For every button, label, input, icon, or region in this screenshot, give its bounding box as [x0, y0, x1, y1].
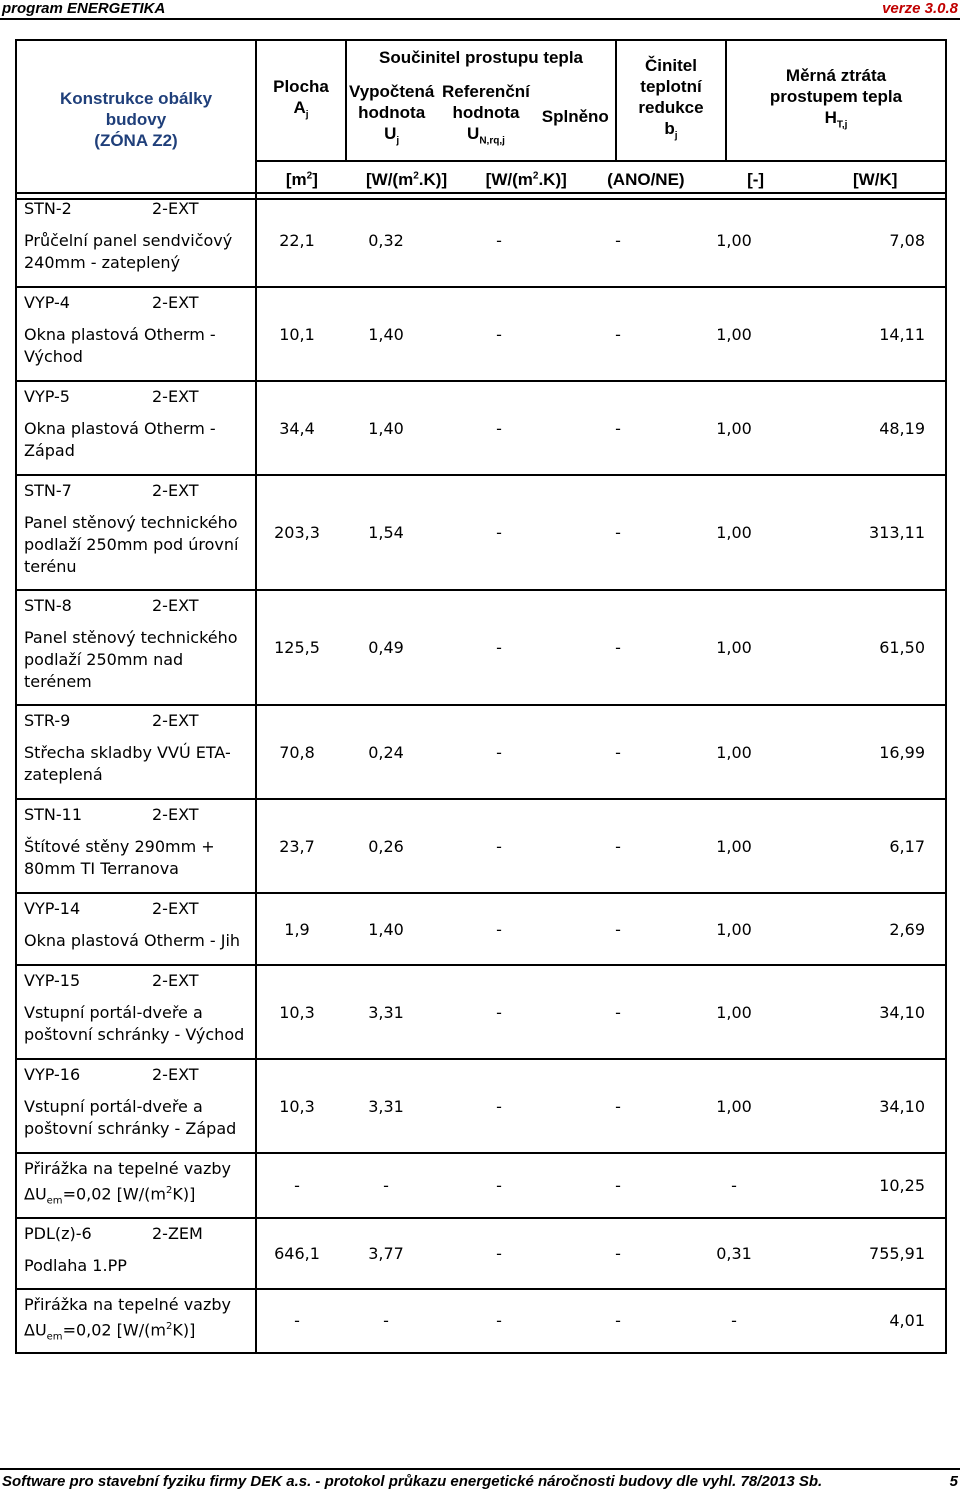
unit-wk: [W/K] — [853, 170, 898, 189]
value-u: 0,24 — [368, 742, 404, 762]
vypoctena-cell — [347, 81, 436, 151]
page-number: 5 — [949, 1473, 958, 1490]
construction-desc: Okna plastová Otherm - Západ — [24, 419, 216, 460]
value-splneno: - — [615, 523, 621, 542]
construction-label — [16, 590, 256, 705]
value-b: 1,00 — [716, 742, 752, 762]
value-u: - — [383, 1175, 389, 1195]
value-area: - — [294, 1175, 300, 1195]
construction-type: 2-EXT — [152, 199, 199, 218]
construction-desc: Okna plastová Otherm - Jih — [24, 931, 241, 950]
construction-type: 2-EXT — [152, 293, 199, 312]
value-b: - — [731, 1175, 737, 1195]
cinitel-symbol: $b_j$ — [664, 118, 678, 142]
value-b: 1,00 — [716, 230, 752, 250]
top-bar — [0, 0, 960, 20]
construction-code: STN-7 — [24, 481, 72, 500]
construction-code: VYP-4 — [24, 293, 70, 312]
construction-desc: Okna plastová Otherm - Východ — [24, 325, 216, 366]
construction-label — [16, 965, 256, 1059]
value-splneno: - — [615, 418, 621, 438]
construction-label — [16, 893, 256, 965]
construction-desc: Vstupní portál-dveře a poštovní schránky - Východ — [24, 1003, 245, 1044]
value-b: 1,00 — [716, 1002, 752, 1022]
value-h: 61,50 — [879, 638, 925, 657]
value-b: 1,00 — [716, 919, 752, 939]
unit-u-ref: $[W/(m^2.K)]$ — [485, 170, 567, 189]
merna-symbol: $H_{T,j}$ — [824, 108, 848, 131]
value-h: 755,91 — [869, 1243, 925, 1263]
value-h: 48,19 — [879, 418, 925, 438]
surcharge-line1: Přirážka na tepelné vazby — [24, 1159, 232, 1178]
construction-desc: Vstupní portál-dveře a poštovní schránky - Západ — [24, 1097, 237, 1138]
unit-ano-ne: (ANO/NE) — [607, 170, 685, 189]
construction-code: VYP-14 — [24, 899, 81, 918]
referencni-cell — [436, 81, 535, 151]
surcharge-label — [16, 1289, 256, 1354]
value-splneno: - — [615, 1002, 621, 1022]
value-splneno: - — [615, 836, 621, 856]
version-label: verze 3.0.8 — [882, 0, 958, 17]
construction-code: STN-2 — [24, 199, 72, 218]
value-area: 22,1 — [279, 230, 315, 250]
value-area: - — [294, 1311, 300, 1331]
construction-desc: Panel stěnový technického podlaží 250mm pod úrovní terénu — [24, 513, 239, 576]
value-splneno: - — [615, 742, 621, 762]
construction-code: VYP-5 — [24, 387, 70, 406]
row-values — [256, 705, 946, 799]
cinitel-label: Činitel teplotní redukce — [638, 55, 704, 117]
value-h: 16,99 — [879, 742, 925, 762]
table-row — [16, 475, 946, 590]
value-b: 0,31 — [716, 1243, 752, 1263]
value-b: 1,00 — [716, 638, 752, 657]
value-u-ref: - — [496, 638, 502, 657]
row-values — [256, 1218, 946, 1289]
value-u-ref: - — [496, 1175, 502, 1195]
value-splneno: - — [615, 919, 621, 939]
value-b: 1,00 — [716, 836, 752, 856]
value-splneno: - — [615, 1096, 621, 1116]
header-cinitel — [616, 40, 726, 161]
construction-label — [16, 1059, 256, 1153]
header-plocha — [256, 40, 346, 161]
row-values — [256, 287, 946, 381]
plocha-label: Plocha — [273, 76, 329, 96]
value-h: 313,11 — [869, 523, 925, 542]
value-area: 10,3 — [279, 1002, 315, 1022]
value-h: 7,08 — [889, 230, 925, 250]
value-u-ref: - — [496, 1002, 502, 1022]
bottom-bar — [0, 1468, 960, 1492]
value-u: 3,31 — [368, 1002, 404, 1022]
value-u: 0,26 — [368, 836, 404, 856]
value-u: 1,40 — [368, 418, 404, 438]
table-row — [16, 705, 946, 799]
value-area: 23,7 — [279, 836, 315, 856]
construction-desc: Průčelní panel sendvičový 240mm - zateplený — [24, 231, 233, 272]
construction-code: PDL(z)-6 — [24, 1223, 92, 1243]
value-b: 1,00 — [716, 324, 752, 344]
surcharge-line1: Přirážka na tepelné vazby — [24, 1294, 232, 1314]
row-values — [256, 475, 946, 590]
surcharge-line2: $\Delta U_{em}=0,02$ $[W/(m^2K)]$ — [24, 1184, 196, 1207]
value-u-ref: - — [496, 742, 502, 762]
value-h: 2,69 — [889, 919, 925, 939]
construction-desc: Střecha skladby VVÚ ETA-zateplená — [24, 743, 231, 784]
value-u: 1,54 — [368, 523, 404, 542]
unit-dash: [-] — [747, 170, 765, 189]
table-row — [16, 1218, 946, 1289]
value-u: - — [383, 1311, 389, 1331]
construction-type: 2-EXT — [152, 596, 199, 615]
construction-label — [16, 799, 256, 893]
value-splneno: - — [615, 638, 621, 657]
construction-type: 2-EXT — [152, 971, 199, 990]
construction-code: VYP-15 — [24, 971, 81, 990]
value-h: 34,10 — [879, 1002, 925, 1022]
value-h: 10,25 — [879, 1175, 925, 1195]
value-area: 10,1 — [279, 324, 315, 344]
value-u: 0,49 — [368, 638, 404, 657]
value-u: 1,40 — [368, 324, 404, 344]
vypoctena-label: Vypočtená hodnota — [348, 81, 435, 122]
heat-loss-table — [15, 39, 947, 200]
value-b: 1,00 — [716, 418, 752, 438]
value-h: 6,17 — [889, 836, 925, 856]
value-u-ref: - — [496, 230, 502, 250]
value-area: 125,5 — [274, 638, 320, 657]
surcharge-line2: $\Delta U_{em}=0,02$ $[W/(m^2K)]$ — [24, 1319, 196, 1343]
value-u: 0,32 — [368, 230, 404, 250]
referencni-label: Referenční hodnota — [442, 81, 530, 122]
construction-code: STN-11 — [24, 805, 83, 824]
vypoctena-symbol: $U_j$ — [384, 123, 400, 147]
header-row — [16, 40, 946, 161]
construction-label — [16, 1218, 256, 1289]
value-u-ref: - — [496, 324, 502, 344]
value-splneno: - — [615, 230, 621, 250]
construction-label — [16, 193, 256, 287]
value-area: 203,3 — [274, 523, 320, 542]
construction-type: 2-EXT — [152, 481, 199, 500]
table-row — [16, 893, 946, 965]
row-values — [256, 799, 946, 893]
value-b: 1,00 — [716, 523, 752, 542]
row-values — [256, 893, 946, 965]
row-values — [256, 381, 946, 475]
surcharge-row — [16, 1153, 946, 1218]
value-u-ref: - — [496, 523, 502, 542]
value-u-ref: - — [496, 1311, 502, 1331]
construction-type: 2-EXT — [152, 387, 199, 406]
value-u: 3,31 — [368, 1096, 404, 1116]
table-row — [16, 1059, 946, 1153]
value-splneno: - — [615, 1243, 621, 1263]
construction-type: 2-ZEM — [152, 1223, 203, 1243]
construction-label — [16, 475, 256, 590]
value-u-ref: - — [496, 919, 502, 939]
value-splneno: - — [615, 1175, 621, 1195]
row-values — [256, 965, 946, 1059]
construction-code: STN-8 — [24, 596, 72, 615]
value-h: 34,10 — [879, 1096, 925, 1116]
konstrukce-label: Konstrukce obálky budovy — [59, 89, 213, 129]
construction-type: 2-EXT — [152, 805, 199, 824]
construction-label — [16, 287, 256, 381]
plocha-symbol: $A_j$ — [293, 97, 309, 121]
table-row — [16, 193, 946, 287]
value-u: 3,77 — [368, 1243, 404, 1263]
header-konstrukce — [16, 40, 256, 199]
value-area: 10,3 — [279, 1096, 315, 1116]
table-row — [16, 287, 946, 381]
construction-code: STR-9 — [24, 711, 71, 730]
splneno-cell — [536, 106, 615, 127]
surcharge-label — [16, 1153, 256, 1218]
value-splneno: - — [615, 324, 621, 344]
table-row — [16, 799, 946, 893]
construction-desc: Štítové stěny 290mm + 80mm TI Terranova — [24, 837, 215, 878]
value-b: 1,00 — [716, 1096, 752, 1116]
value-u-ref: - — [496, 836, 502, 856]
value-b: - — [731, 1311, 737, 1331]
value-area: 646,1 — [274, 1243, 320, 1263]
construction-type: 2-EXT — [152, 899, 199, 918]
merna-label: Měrná ztráta prostupem tepla — [769, 66, 903, 107]
soucinitel-label: Součinitel prostupu tepla — [378, 48, 583, 67]
zona-label: (ZÓNA Z2) — [94, 131, 178, 150]
construction-type: 2-EXT — [152, 711, 199, 730]
unit-u-calc: $[W/(m^2.K)]$ — [366, 170, 448, 189]
construction-label — [16, 705, 256, 799]
row-values — [256, 193, 946, 287]
unit-area: $[m^2]$ — [285, 170, 318, 189]
value-h: 4,01 — [889, 1311, 925, 1331]
table-row — [16, 965, 946, 1059]
value-u-ref: - — [496, 1243, 502, 1263]
surcharge-values — [256, 1153, 946, 1218]
rows-table — [15, 192, 947, 1354]
construction-desc: Panel stěnový technického podlaží 250mm nad terénem — [24, 628, 238, 691]
row-values — [256, 590, 946, 705]
row-values — [256, 1059, 946, 1153]
value-area: 1,9 — [284, 919, 310, 939]
splneno-label: Splněno — [541, 106, 609, 126]
value-area: 34,4 — [279, 418, 315, 438]
program-name: program ENERGETIKA — [2, 0, 166, 17]
header-merna — [726, 40, 946, 161]
value-h: 14,11 — [879, 324, 925, 344]
footer-text: Software pro stavební fyziku firmy DEK a.s. - protokol průkazu energetické náročnosti budovy dle vyhl. 78/2013 Sb. — [2, 1473, 823, 1490]
value-splneno: - — [615, 1311, 621, 1331]
table-row — [16, 381, 946, 475]
construction-code: VYP-16 — [24, 1065, 81, 1084]
value-u-ref: - — [496, 1096, 502, 1116]
construction-desc: Podlaha 1.PP — [24, 1255, 127, 1275]
referencni-symbol: $U_{N,rq,j}$ — [467, 123, 505, 147]
construction-label — [16, 381, 256, 475]
surcharge-values — [256, 1289, 946, 1354]
table-row — [16, 590, 946, 705]
value-u: 1,40 — [368, 919, 404, 939]
header-soucinitel — [346, 40, 616, 161]
value-area: 70,8 — [279, 742, 315, 762]
surcharge-row — [16, 1289, 946, 1354]
construction-type: 2-EXT — [152, 1065, 199, 1084]
value-u-ref: - — [496, 418, 502, 438]
